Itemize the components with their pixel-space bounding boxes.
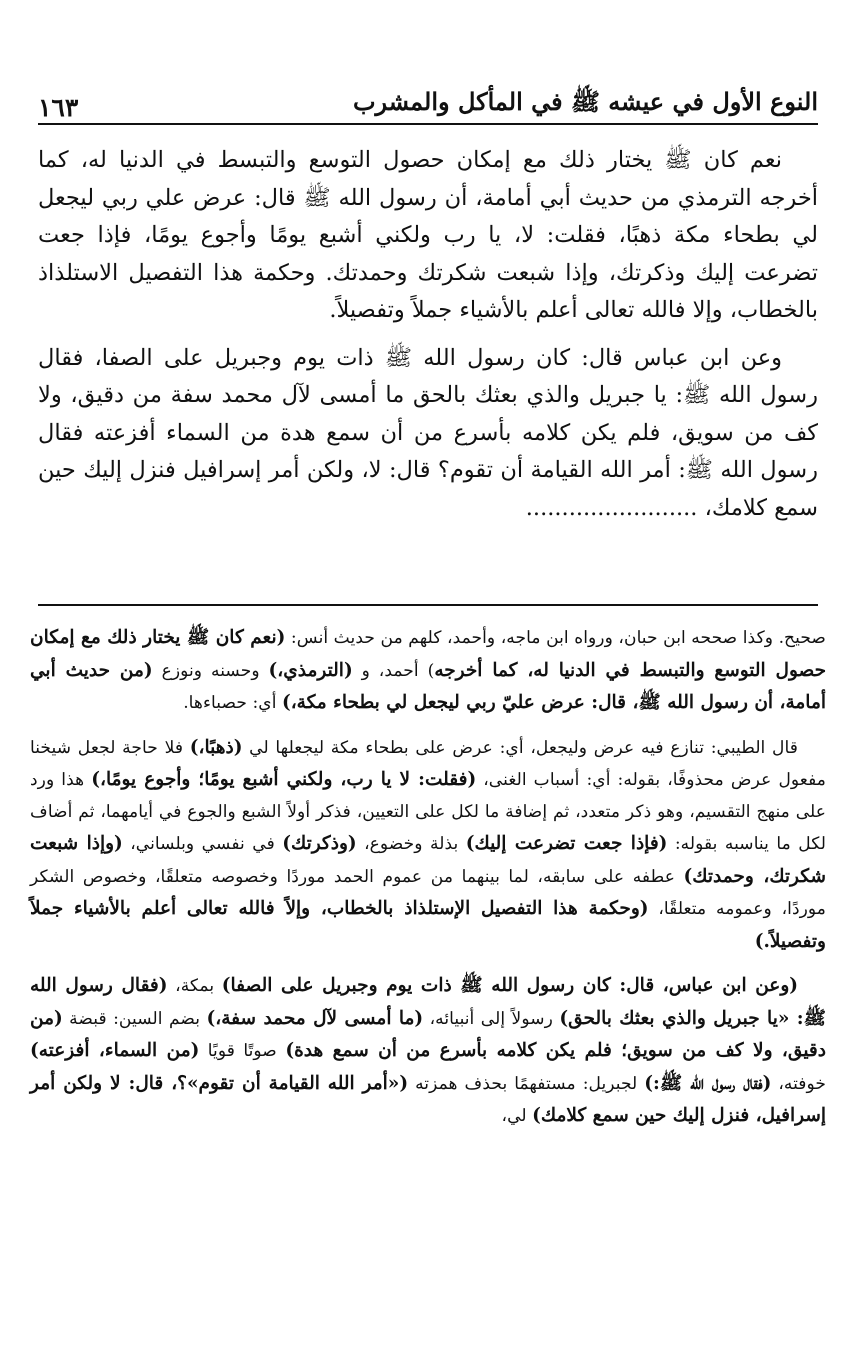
- main-paragraph-2-text: وعن ابن عباس قال: كان رسول الله ﷺ ذات يوم وجبريل على الصفا، فقال رسول الله ﷺ: يا جبريل والذي بعثك بالحق ما أمسى لآل محمد سفة من دقيق، ولا كف من سويق، فلم يكن كلامه بأسرع من أن سمع هدة من السماء أفزعته فقال رسول الله ﷺ: أمر الله القيامة أن تقوم؟ قال: لا، ولكن أمر إسرافيل فنزل إليك حين سمع كلامك،: [38, 344, 818, 521]
- commentary-text: خوفته،: [771, 1073, 826, 1094]
- quoted-text: (وعن ابن عباس، قال: كان رسول الله ﷺ ذات يوم وجبريل على الصفا): [221, 975, 799, 996]
- quoted-text: («أمر الله القيامة أن تقوم»؟، قال: لا ولكن أمر إسرافيل، فنزل إليك حين سمع كلامك): [30, 1072, 826, 1126]
- quoted-text: (الترمذي،): [268, 659, 353, 681]
- commentary-text: بذلة وخضوع،: [356, 834, 466, 854]
- commentary-text: في نفسي وبلساني،: [122, 834, 283, 854]
- commentary-paragraph-2: [30, 732, 826, 959]
- quoted-text: (ما أمسى لآل محمد سفة،): [206, 1007, 424, 1029]
- commentary-text: فلا حاجة لجعل شيخنا مفعول عرض محذوفًا، بقوله: أي: أسباب الغنى،: [30, 737, 826, 790]
- main-text: [38, 142, 818, 527]
- footnote-separator: [38, 604, 818, 606]
- commentary-paragraph-3: [30, 970, 826, 1133]
- quoted-text: (وإذا شبعت شكرتك، وحمدتك): [30, 833, 826, 887]
- page-number: ١٦٣: [38, 93, 79, 122]
- quoted-text: (فإذا جعت تضرعت إليك): [465, 833, 668, 854]
- commentary-text: أي: حصباءها.: [183, 693, 282, 713]
- quoted-text: (فقلت: لا يا رب، ولكني أشبع يومًا؛ وأجوع يومًا،): [91, 769, 477, 790]
- commentary-text: صوتًا قويًا: [199, 1041, 286, 1061]
- header-rule: [38, 123, 818, 125]
- main-paragraph-1: نعم كان ﷺ يختار ذلك مع إمكان حصول التوسع والتبسط في الدنيا له، كما أخرجه الترمذي من حديث أبي أمامة، أن رسول الله ﷺ قال: عرض علي ربي ليجعل لي بطحاء مكة ذهبًا، فقلت: لا، يا رب ولكني أشبع يومًا وأجوع يومًا، فإذا جعت تضرعت إليك وذكرتك، وإذا شبعت شكرتك وحمدتك. وحكمة هذا التفصيل الاستلذاذ بالخطاب، وإلا فالله تعالى أعلم بالأشياء جملاً وتفصيلاً.: [38, 147, 818, 323]
- commentary-text: رسولاً إلى أنبيائه،: [423, 1008, 560, 1029]
- quoted-text: (من دقيق، ولا كف من سويق؛ فلم يكن كلامه بأسرع من أن سمع هدة): [30, 1007, 826, 1061]
- commentary-text: لي،: [501, 1106, 533, 1126]
- commentary-text: صحيح. وكذا صححه ابن حبان، ورواه ابن ماجه، وأحمد، كلهم من حديث أنس:: [285, 628, 827, 648]
- commentary-text: عطفه على سابقه، لما بينهما من عموم الحمد موردًا وخصوصه متعلقًا، وخصوص الشكر موردًا، وعمومه متعلقًا،: [30, 866, 826, 919]
- commentary-paragraph-1: [30, 622, 826, 720]
- commentary-text: لجبريل: مستفهمًا بحذف همزته: [408, 1073, 645, 1094]
- main-paragraph-2: [38, 340, 818, 528]
- commentary-text: بمكة،: [167, 976, 222, 996]
- running-title: النوع الأول في عيشه ﷺ في المأكل والمشرب: [352, 87, 818, 116]
- commentary-text: قال الطيبي: تنازع فيه عرض وليجعل، أي: عرض على بطحاء مكة ليجعلها لي: [242, 737, 798, 758]
- commentary-text: هذا ورد على منهج التقسيم، وهو ذكر متعدد، ثم إضافة ما لكل على التعيين، فذكر أولاً الشبع والجوع في أيامهما، ثم أضاف لكل ما يناسبه بقوله:: [30, 770, 826, 854]
- commentary-text: بضم السين: قبضة: [62, 1008, 207, 1029]
- quoted-text: (وذكرتك): [282, 833, 357, 854]
- quoted-text: (ذهبًا،): [189, 736, 243, 758]
- ellipsis: ........................: [525, 494, 698, 521]
- quoted-text: (نعم كان ﷺ يختار ذلك مع إمكان حصول التوسع والتبسط في الدنيا له، كما أخرجه: [30, 627, 827, 681]
- quoted-text: (من حديث أبي أمامة، أن رسول الله ﷺ، قال: عرض عليّ ربي ليجعل لي بطحاء مكة،): [30, 659, 826, 713]
- quoted-text: (وحكمة هذا التفصيل الإستلذاذ بالخطاب، وإلاً فالله تعالى أعلم بالأشياء جملاً وتفصيلاً.): [30, 898, 826, 952]
- page-header: [38, 78, 818, 122]
- commentary: [30, 622, 826, 1133]
- quoted-text: (من السماء، أفزعته): [30, 1040, 200, 1061]
- quoted-text: (فقال رسول الله ﷺ: «يا جبريل والذي بعثك بالحق): [30, 975, 826, 1029]
- commentary-text: وحسنه ونوزع: [152, 660, 269, 681]
- quoted-text: (فقال رسول الله ﷺ:): [644, 1072, 772, 1094]
- commentary-text: ) أحمد، و: [352, 660, 435, 681]
